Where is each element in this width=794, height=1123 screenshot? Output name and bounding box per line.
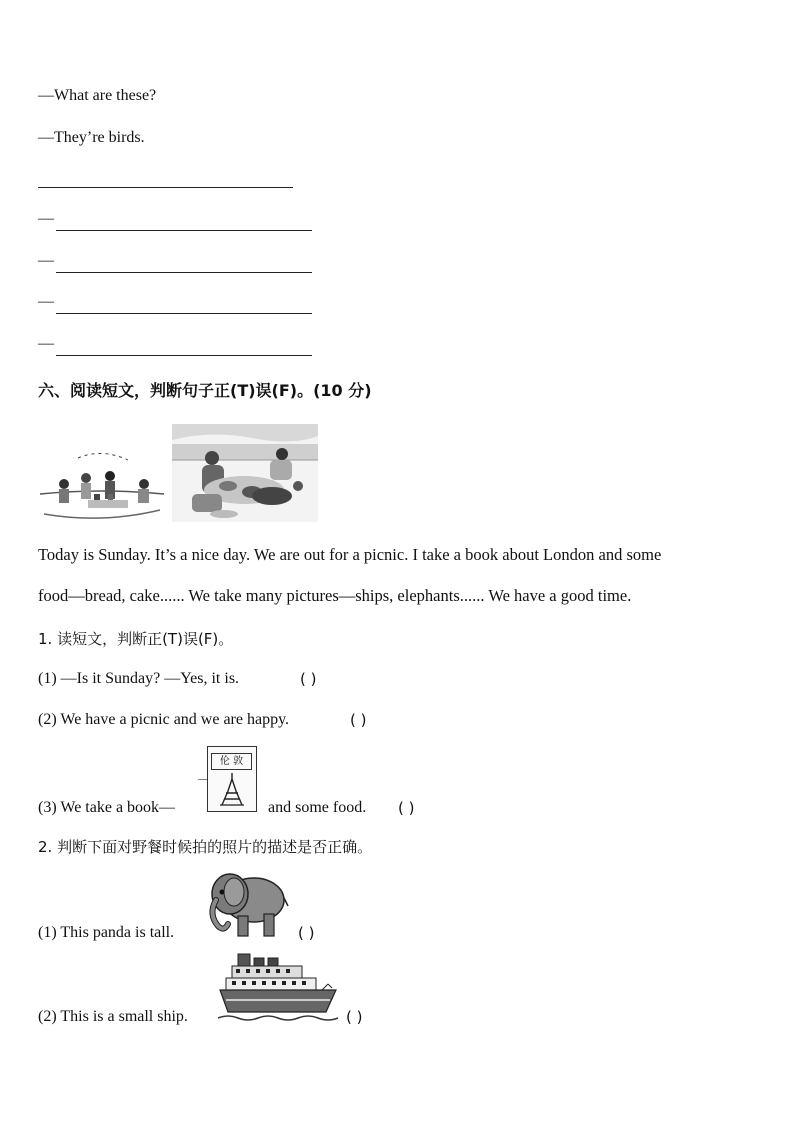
part2-title: 2. 判断下面对野餐时候拍的照片的描述是否正确。 [38,838,373,856]
part1-title: 1. 读短文，判断正(T)误(F)。 [38,630,234,648]
book-title: 伦 敦 [211,753,252,770]
passage-line: food—bread, cake...... We take many pictures—ships, elephants...... We have a good time. [38,586,632,605]
elephant-image [200,866,290,942]
picnic-image-left [38,448,166,522]
picnic-image-right [172,424,318,522]
answer-bracket[interactable]: ( ) [350,711,367,729]
answer-line[interactable] [56,272,312,273]
dash-marker: — [198,774,208,785]
answer-line[interactable] [56,355,312,356]
dialogue-question: —What are these? [38,87,157,104]
dash-marker: — [38,252,54,269]
ship-image [218,950,340,1026]
london-book-image [207,746,257,812]
dash-marker: — [38,210,54,227]
question-1-1: (1) —Is it Sunday? —Yes, it is. [38,670,240,687]
answer-bracket[interactable]: ( ) [300,670,317,688]
answer-line[interactable] [56,230,312,231]
question-2-1: (1) This panda is tall. [38,924,175,941]
question-2-2: (2) This is a small ship. [38,1008,188,1025]
answer-bracket[interactable]: ( ) [398,799,415,817]
answer-bracket[interactable]: ( ) [298,924,315,942]
passage-line: Today is Sunday. It’s a nice day. We are out for a picnic. I take a book about London and some [38,545,662,564]
dialogue-answer: —They’re birds. [38,129,145,146]
dash-marker: — [38,293,54,310]
question-1-2: (2) We have a picnic and we are happy. [38,711,290,728]
question-1-3-tail: and some food. [268,799,367,816]
answer-line[interactable] [38,187,293,188]
eiffel-tower-icon [218,771,246,807]
answer-bracket[interactable]: ( ) [346,1008,363,1026]
passage [38,534,758,616]
question-1-3: (3) We take a book— [38,799,176,816]
answer-line[interactable] [56,313,312,314]
section-title: 六、阅读短文，判断句子正(T)误(F)。(10 分) [38,381,372,400]
dash-marker: — [38,335,54,352]
